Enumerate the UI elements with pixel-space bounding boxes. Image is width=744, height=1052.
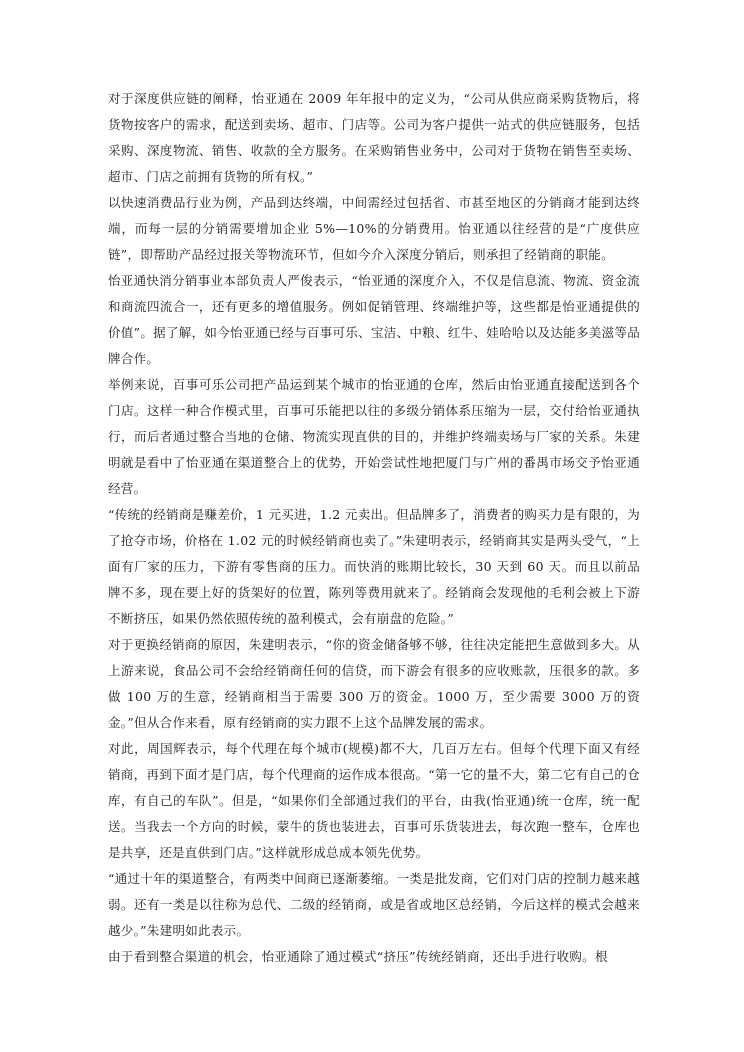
paragraph: 对于深度供应链的阐释，怡亚通在 2009 年年报中的定义为，“公司从供应商采购货物后，将货物按客户的需求，配送到卖场、超市、门店等。公司为客户提供一站式的供应链服务，包括采购、深度物流、销售、收款的全方服务。在采购销售业务中，公司对于货物在销售至卖场、超市、门店之前拥有货物的所有权。” bbox=[108, 91, 640, 184]
paragraph: 对此，周国辉表示，每个代理在每个城市(规模)都不大，几百万左右。但每个代理下面又有经销商，再到下面才是门店，每个代理商的运作成本很高。“第一它的量不大，第二它有自己的仓库，有自己的车队”。但是，“如果你们全部通过我们的平台，由我(怡亚通)统一仓库，统一配送。当我去一个方向的时候，蒙牛的货也装进去，百事可乐货装进去，每次跑一整车，仓库也是共享，还是直供到门店。”这样就形成总成本领先优势。 bbox=[108, 741, 640, 860]
paragraph: 由于看到整合渠道的机会，怡亚通除了通过模式“挤压”传统经销商，还出手进行收购。根 bbox=[108, 949, 608, 964]
paragraph: 以快速消费品行业为例，产品到达终端，中间需经过包括省、市甚至地区的分销商才能到达终端，而每一层的分销需要增加企业 5%—10%的分销费用。怡亚通以往经营的是“广度供应链”，即帮助产品经过报关等物流环节，但如今介入深度分销后，则承担了经销商的职能。 bbox=[108, 195, 640, 262]
paragraph: “通过十年的渠道整合，有两类中间商已逐渐萎缩。一类是批发商，它们对门店的控制力越来越弱。还有一类是以往称为总代、二级的经销商，或是省或地区总经销，今后这样的模式会越来越少。”朱建明如此表示。 bbox=[108, 871, 640, 938]
paragraph: 举例来说，百事可乐公司把产品运到某个城市的怡亚通的仓库，然后由怡亚通直接配送到各个门店。这样一种合作模式里，百事可乐能把以往的多级分销体系压缩为一层，交付给怡亚通执行，而后者通过整合当地的仓储、物流实现直供的目的，并维护终端卖场与厂家的关系。朱建明就是看中了怡亚通在渠道整合上的优势，开始尝试性地把厦门与广州的番禺市场交予怡亚通经营。 bbox=[108, 377, 640, 496]
paragraph: 怡亚通快消分销事业本部负责人严俊表示，“怡亚通的深度介入，不仅是信息流、物流、资金流和商流四流合一，还有更多的增值服务。例如促销管理、终端维护等，这些都是怡亚通提供的价值”。据了解，如今怡亚通已经与百事可乐、宝洁、中粮、红牛、娃哈哈以及达能多美滋等品牌合作。 bbox=[108, 273, 640, 366]
paragraph: “传统的经销商是赚差价，1 元买进，1.2 元卖出。但品牌多了，消费者的购买力是有限的，为了抢夺市场，价格在 1.02 元的时候经销商也卖了。”朱建明表示，经销商其实是两头受气，“上面有厂家的压力，下游有零售商的压力。而快消的账期比较长，30 天到 60 天。而且以前品牌不多，现在要上好的货架好的位置，陈列等费用就来了。经销商会发现他的毛利会被上下游不断挤压，如果仍然依照传统的盈利模式，会有崩盘的危险。” bbox=[108, 507, 640, 626]
paragraph: 对于更换经销商的原因，朱建明表示，“你的资金储备够不够，往往决定能把生意做到多大。从上游来说，食品公司不会给经销商任何的信贷，而下游会有很多的应收账款，压很多的款。多做 100 万的生意，经销商相当于需要 300 万的资金。1000 万，至少需要 3000 万的资金。”但从合作来看，原有经销商的实力跟不上这个品牌发展的需求。 bbox=[108, 637, 640, 730]
document-body bbox=[108, 86, 640, 970]
